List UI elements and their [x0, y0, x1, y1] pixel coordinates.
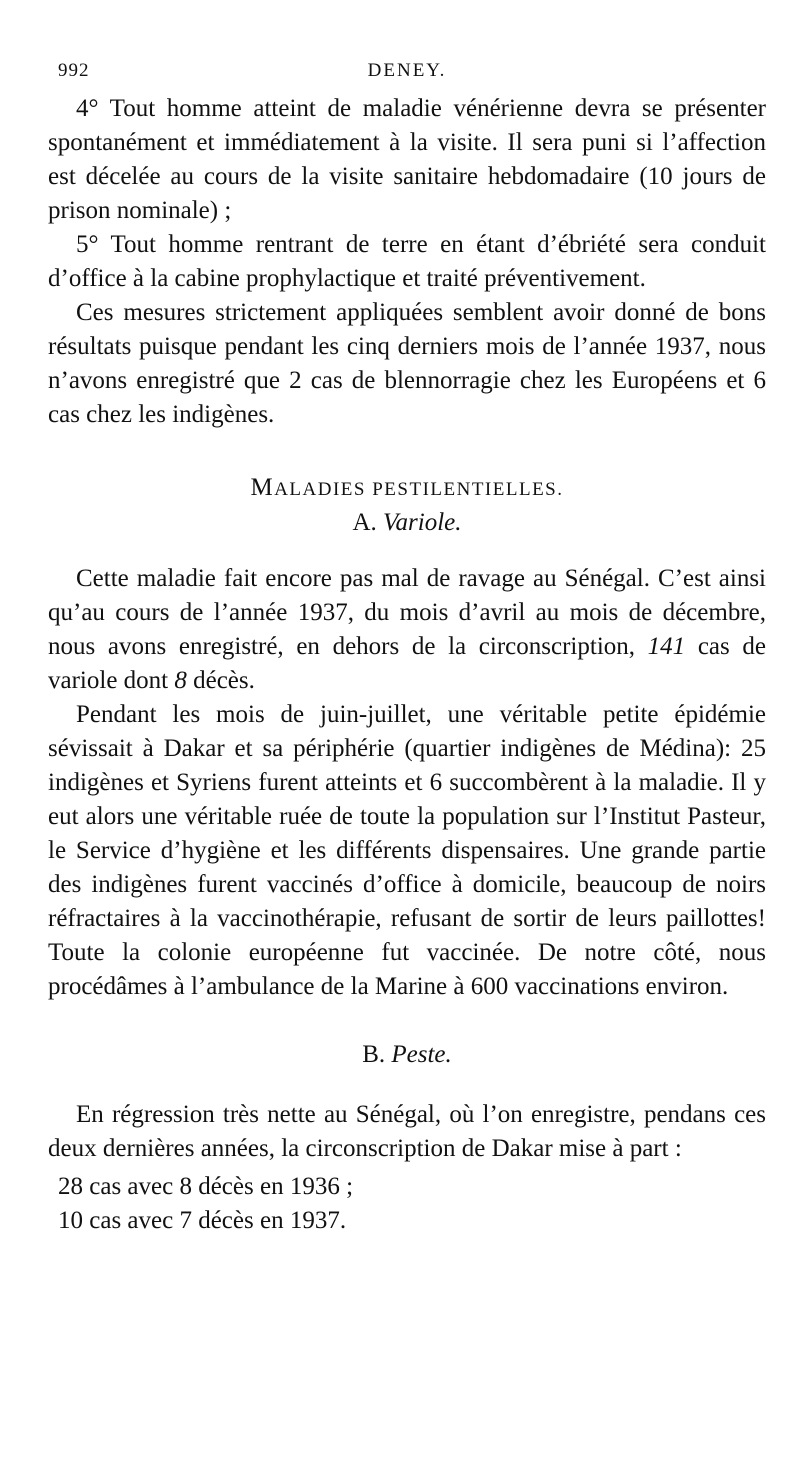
- variole-case-count: 141: [647, 633, 686, 660]
- subheading-variole-title: Variole.: [383, 509, 462, 536]
- paragraph-peste: En régression très nette au Sénégal, où l’on enregistre, pendans ces deux dernières années, la circonscription de Dakar mise à part :: [48, 1101, 766, 1162]
- paragraph-item-4: 4° Tout homme atteint de maladie vénérienne devra se présenter spontanément et immédiatement à la visite. Il sera puni si l’affection est décelée au cours de la visite sanitaire hebdomadaire (10 jours de prison nominale) ;: [48, 95, 766, 224]
- page-number: 992: [58, 60, 90, 81]
- paragraph-variole-cases: [48, 562, 766, 698]
- subheading-variole: [48, 506, 766, 540]
- list-item: 10 cas avec 7 décès en 1937.: [58, 1207, 347, 1234]
- paragraph-item-5: 5° Tout homme rentrant de terre en étant d’ébriété sera conduit d’office à la cabine prophylactique et traité préventivement.: [48, 231, 766, 292]
- running-head: [48, 56, 766, 92]
- paragraph-results: Ces mesures strictement appliquées semblent avoir donné de bons résultats puisque pendant les cinq derniers mois de l’année 1937, nous n’avons enregistré que 2 cas de blennorragie chez les Européens et 6 cas chez les indigènes.: [48, 299, 766, 428]
- subheading-peste: [48, 1038, 766, 1072]
- list-item: 28 cas avec 8 décès en 1936 ;: [58, 1173, 354, 1200]
- paragraph-variole-epidemic: Pendant les mois de juin-juillet, une véritable petite épidémie sévissait à Dakar et sa périphérie (quartier indigènes de Médina): 25 indigènes et Syriens furent atteints et 6 succombèrent à la maladie. Il y eut alors une véritable ruée de toute la population sur l’Institut Pasteur, le Service d’hygiène et les différents dispensaires. Une grande partie des indigènes furent vaccinés d’office à domicile, beaucoup de noirs réfractaires à la vaccinothérapie, refusant de sortir de leurs paillottes! Toute la colonie européenne fut vaccinée. De notre côté, nous procédâmes à l’ambulance de la Marine à 600 vaccinations environ.: [48, 701, 766, 1000]
- variole-text-start: Cette maladie fait encore pas mal de ravage au Sénégal. C’est ainsi qu’au cours de l’année 1937, du mois d’avril au mois de décembre, nous avons enregistré, en dehors de la circonscription,: [48, 565, 766, 660]
- subheading-variole-letter: A.: [352, 509, 377, 536]
- section-heading-rest: ALADIES PESTILENTIELLES.: [274, 479, 564, 500]
- subheading-peste-letter: B.: [362, 1041, 386, 1068]
- peste-statistics-list: [48, 1170, 766, 1238]
- variole-text-mid: cas de variole dont: [48, 633, 766, 694]
- document-page: [48, 56, 766, 1238]
- variole-death-count: 8: [174, 667, 187, 694]
- section-heading: [48, 470, 766, 506]
- running-title: DENEY.: [367, 60, 447, 81]
- subheading-peste-title: Peste.: [391, 1041, 452, 1068]
- section-heading-initial: M: [250, 474, 275, 501]
- variole-text-end: décès.: [193, 667, 255, 694]
